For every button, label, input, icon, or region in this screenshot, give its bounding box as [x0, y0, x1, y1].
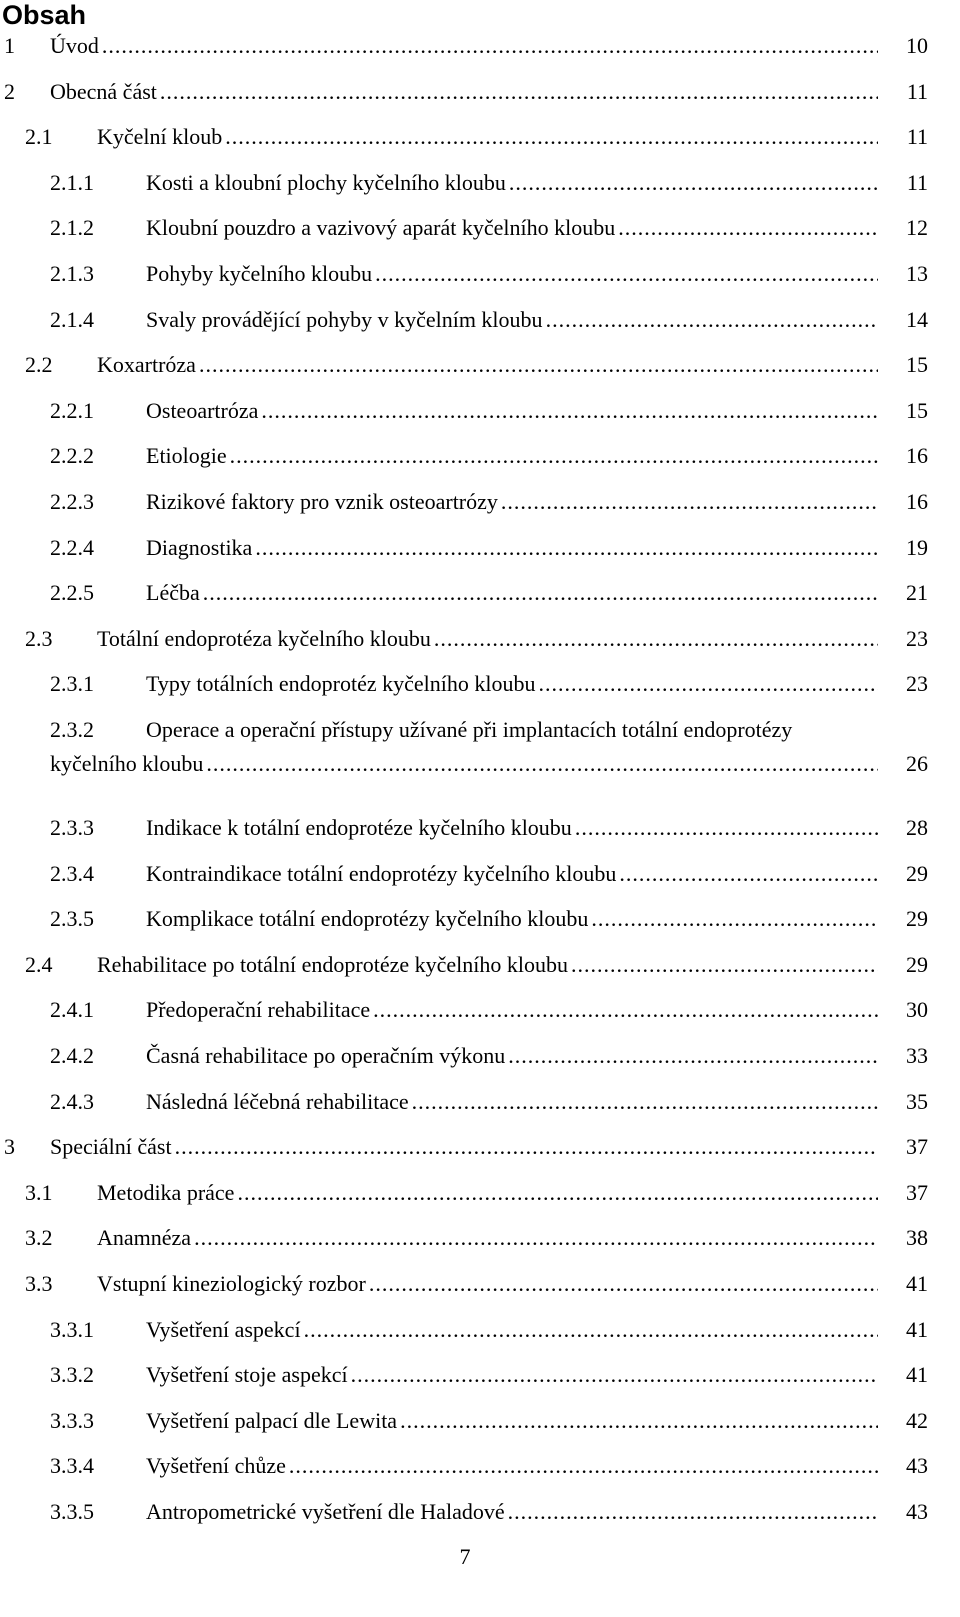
toc-entry-title-continued: kyčelního kloubu: [50, 751, 204, 776]
toc-entry-page: 23: [878, 622, 928, 656]
toc-entry-title: Rizikové faktory pro vznik osteoartrózy: [146, 489, 498, 514]
toc-entry-number: 2.3.4: [50, 861, 94, 886]
toc-entry-title: Svaly provádějící pohyby v kyčelním kloubu: [146, 307, 543, 332]
toc-entry-number: 2.2.1: [50, 398, 94, 423]
toc-entry[interactable]: [0, 1313, 960, 1347]
toc-entry-number: 2.3: [25, 626, 53, 651]
toc-entry-page: 11: [878, 166, 928, 200]
toc-entry-number: 3: [4, 1134, 15, 1159]
dot-leader: [261, 394, 928, 428]
toc-entry[interactable]: [0, 348, 960, 382]
toc-entry-title: Následná léčebná rehabilitace: [146, 1089, 409, 1114]
toc-entry-number: 2.3.1: [50, 671, 94, 696]
toc-entry-page: 41: [878, 1313, 928, 1347]
toc-entry-page: 43: [878, 1495, 928, 1529]
toc-entry-page: 29: [878, 948, 928, 982]
dot-leader: [160, 75, 928, 109]
dot-leader: [546, 303, 928, 337]
toc-entry[interactable]: [0, 303, 960, 337]
toc-entry-title: Vstupní kineziologický rozbor: [97, 1271, 366, 1296]
toc-entry-page: 16: [878, 439, 928, 473]
toc-entry-number: 2.3.3: [50, 815, 94, 840]
toc-entry-number: 2.4.2: [50, 1043, 94, 1068]
toc-entry[interactable]: [0, 1449, 960, 1483]
toc-entry[interactable]: [0, 713, 960, 781]
toc-entry-title: Kloubní pouzdro a vazivový aparát kyčelního kloubu: [146, 215, 616, 240]
toc-entry-number: 2.1.3: [50, 261, 94, 286]
toc-entry-title: Komplikace totální endoprotézy kyčelního kloubu: [146, 906, 589, 931]
toc-entry[interactable]: [0, 1130, 960, 1164]
toc-entry-number: 2.1.4: [50, 307, 94, 332]
toc-entry-number: 3.2: [25, 1225, 53, 1250]
dot-leader: [538, 667, 928, 701]
dot-leader: [304, 1313, 928, 1347]
toc-entry[interactable]: [0, 1039, 960, 1073]
toc-entry-number: 3.1: [25, 1180, 53, 1205]
dot-leader: [501, 485, 928, 519]
toc-entry-title: Vyšetření chůze: [146, 1453, 286, 1478]
dot-leader: [230, 439, 928, 473]
dot-leader: [575, 811, 928, 845]
toc-entry-number: 2.2.3: [50, 489, 94, 514]
toc-entry[interactable]: [0, 1358, 960, 1392]
toc-entry[interactable]: [0, 1495, 960, 1529]
toc-entry-page: 43: [878, 1449, 928, 1483]
toc-entry-title: Obecná část: [50, 79, 157, 104]
toc-entry-title: Metodika práce: [97, 1180, 235, 1205]
toc-entry-title: Rehabilitace po totální endoprotéze kyčelního kloubu: [97, 952, 569, 977]
toc-entry-title: Kosti a kloubní plochy kyčelního kloubu: [146, 170, 506, 195]
toc-entry-number: 2.4.1: [50, 997, 94, 1022]
dot-leader: [412, 1085, 928, 1119]
toc-entry-page: 38: [878, 1221, 928, 1255]
dot-leader: [102, 29, 928, 63]
toc-entry-title: Léčba: [146, 580, 200, 605]
toc-entry-page: 41: [878, 1358, 928, 1392]
dot-leader: [508, 1039, 928, 1073]
toc-entry-title: Speciální část: [50, 1134, 172, 1159]
toc-entry-number: 2.1.1: [50, 170, 94, 195]
toc-entry-page: 23: [878, 667, 928, 701]
toc-entry[interactable]: [0, 120, 960, 154]
toc-entry[interactable]: [0, 485, 960, 519]
toc-entry-page: 29: [878, 857, 928, 891]
toc-entry-number: 2.1.2: [50, 215, 94, 240]
toc-entry[interactable]: [0, 1176, 960, 1210]
toc-entry-number: 3.3.2: [50, 1362, 94, 1387]
dot-leader: [194, 1221, 928, 1255]
toc-entry-title: Diagnostika: [146, 535, 253, 560]
toc-entry-number: 3.3.1: [50, 1317, 94, 1342]
dot-leader: [400, 1404, 928, 1438]
toc-entry-page: 37: [878, 1176, 928, 1210]
toc-entry-number: 3.3.5: [50, 1499, 94, 1524]
dot-leader: [199, 348, 928, 382]
toc-entry-number: 2.2.4: [50, 535, 94, 560]
toc-entry[interactable]: [0, 1267, 960, 1301]
toc-entry-page: 41: [878, 1267, 928, 1301]
toc-entry[interactable]: [0, 948, 960, 982]
toc-entry-title: Totální endoprotéza kyčelního kloubu: [97, 626, 431, 651]
toc-entry-number: 2.4.3: [50, 1089, 94, 1114]
toc-entry[interactable]: [0, 576, 960, 610]
dot-leader: [509, 166, 928, 200]
toc-entry[interactable]: [0, 622, 960, 656]
toc-entry[interactable]: [0, 531, 960, 565]
toc-entry-title: Anamnéza: [97, 1225, 192, 1250]
toc-entry-number: 2.4: [25, 952, 53, 977]
toc-entry-title: Úvod: [50, 33, 99, 58]
toc-entry[interactable]: [0, 75, 960, 109]
toc-entry-title: Kyčelní kloub: [97, 124, 223, 149]
toc-entry[interactable]: [0, 1221, 960, 1255]
toc-entry-page: 15: [878, 394, 928, 428]
dot-leader: [373, 993, 928, 1027]
toc-entry-page: 37: [878, 1130, 928, 1164]
toc-entry-title: Kontraindikace totální endoprotézy kyčelního kloubu: [146, 861, 617, 886]
toc-entry-title: Osteoartróza: [146, 398, 259, 423]
toc-entry-title: Typy totálních endoprotéz kyčelního kloubu: [146, 671, 536, 696]
dot-leader: [289, 1449, 928, 1483]
toc-entry-title: Etiologie: [146, 443, 227, 468]
dot-leader: [434, 622, 928, 656]
toc-entry-page: 15: [878, 348, 928, 382]
toc-entry-number: 2.2: [25, 352, 53, 377]
toc-entry-page: 11: [878, 120, 928, 154]
toc-entry-number: 2: [4, 79, 15, 104]
toc-entry[interactable]: [0, 211, 960, 245]
dot-leader: [255, 531, 928, 565]
toc-entry-number: 3.3: [25, 1271, 53, 1296]
toc-entry-page: 35: [878, 1085, 928, 1119]
dot-leader: [225, 120, 928, 154]
toc-entry-number: 2.2.2: [50, 443, 94, 468]
toc-entry-title: Vyšetření stoje aspekcí: [146, 1362, 348, 1387]
dot-leader: [203, 576, 928, 610]
toc-entry[interactable]: [0, 1404, 960, 1438]
toc-entry-number: 2.3.2: [50, 717, 94, 742]
toc-entry-title: Vyšetření aspekcí: [146, 1317, 301, 1342]
toc-entry-page: 19: [878, 531, 928, 565]
toc-entry[interactable]: [0, 439, 960, 473]
toc-entry-number: 3.3.4: [50, 1453, 94, 1478]
toc-entry[interactable]: [0, 394, 960, 428]
toc-entry-title: Operace a operační přístupy užívané při implantacích totální endoprotézy: [146, 717, 793, 742]
toc-entry-page: 16: [878, 485, 928, 519]
toc-entry-number: 1: [4, 33, 15, 58]
toc-entry-page: 28: [878, 811, 928, 845]
toc-entry[interactable]: [0, 857, 960, 891]
toc-entry-title: Předoperační rehabilitace: [146, 997, 371, 1022]
toc-entry[interactable]: [0, 1085, 960, 1119]
toc-entry-title: Časná rehabilitace po operačním výkonu: [146, 1043, 506, 1068]
dot-leader: [369, 1267, 928, 1301]
toc-entry-page: 30: [878, 993, 928, 1027]
toc-entry-page: 26: [878, 747, 928, 781]
toc-entry-page: 13: [878, 257, 928, 291]
toc-entry-number: 2.1: [25, 124, 53, 149]
toc-entry-title: Pohyby kyčelního kloubu: [146, 261, 373, 286]
dot-leader: [571, 948, 928, 982]
toc-entry-title: Koxartróza: [97, 352, 196, 377]
toc-entry-page: 33: [878, 1039, 928, 1073]
toc-entry[interactable]: [0, 667, 960, 701]
toc-entry-title: Vyšetření palpací dle Lewita: [146, 1408, 398, 1433]
toc-entry-page: 10: [878, 29, 928, 63]
toc-entry[interactable]: [0, 811, 960, 845]
dot-leader: [175, 1130, 928, 1164]
toc-entry-number: 2.3.5: [50, 906, 94, 931]
toc-entry-page: 11: [878, 75, 928, 109]
toc-entry-title: Indikace k totální endoprotéze kyčelního kloubu: [146, 815, 572, 840]
toc-entry-page: 12: [878, 211, 928, 245]
toc-entry-page: 29: [878, 902, 928, 936]
toc-entry[interactable]: [0, 257, 960, 291]
toc-entry-page: 21: [878, 576, 928, 610]
toc-entry[interactable]: [0, 993, 960, 1027]
toc-entry-title: Antropometrické vyšetření dle Haladové: [146, 1499, 505, 1524]
toc-entry-page: 42: [878, 1404, 928, 1438]
page-title: Obsah: [2, 0, 87, 30]
page-number: 7: [459, 1544, 471, 1569]
dot-leader: [508, 1495, 928, 1529]
dot-leader: [375, 257, 928, 291]
dot-leader: [206, 747, 928, 781]
dot-leader: [237, 1176, 928, 1210]
dot-leader: [351, 1358, 928, 1392]
toc-entry[interactable]: [0, 902, 960, 936]
toc-entry[interactable]: [0, 29, 960, 63]
toc-entry-number: 3.3.3: [50, 1408, 94, 1433]
toc-entry-page: 14: [878, 303, 928, 337]
toc-entry[interactable]: [0, 166, 960, 200]
toc-entry-number: 2.2.5: [50, 580, 94, 605]
